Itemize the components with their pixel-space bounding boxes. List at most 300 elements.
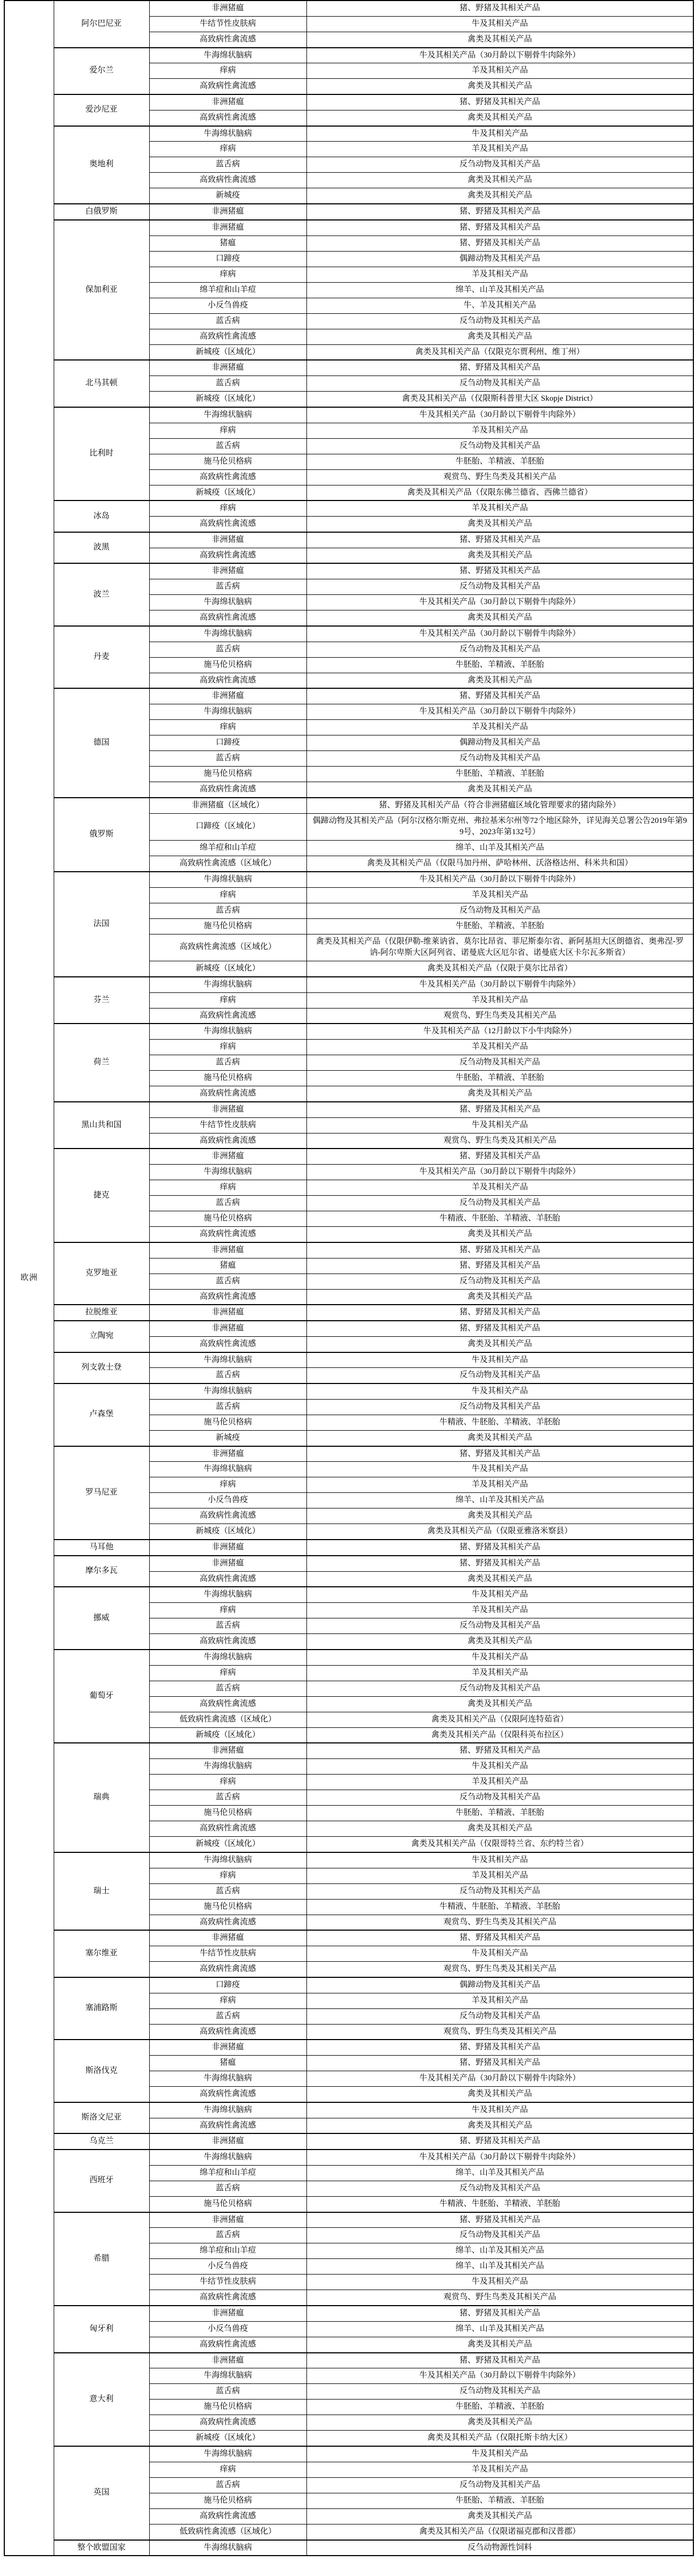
product-cell: 牛及其相关产品 [306,1462,693,1477]
disease-cell: 高致病性禽流感 [149,1634,306,1650]
disease-cell: 高致病性禽流感 [149,1133,306,1149]
country-cell: 罗马尼亚 [54,1446,149,1540]
product-cell: 禽类及其相关产品 [306,188,693,204]
table-row [4,1930,693,1946]
product-cell: 牛精液、牛胚胎、羊精液、羊胚胎 [306,1211,693,1227]
disease-cell: 高致病性禽流感 [149,79,306,94]
product-cell: 猪、野猪及其相关产品 [306,1102,693,1117]
product-cell: 羊及其相关产品 [306,63,693,79]
disease-cell: 非洲猪瘟 [149,1149,306,1164]
disease-cell: 牛海绵状脑病 [149,1024,306,1039]
product-cell: 绵羊、山羊及其相关产品 [306,2243,693,2259]
table-row [4,532,693,548]
disease-cell: 非洲猪瘟 [149,220,306,235]
product-cell: 观赏鸟、野生鸟类及其相关产品 [306,1915,693,1930]
disease-cell: 非洲猪瘟 [149,688,306,704]
product-cell: 牛胚胎、羊精液、羊胚胎 [306,657,693,673]
disease-cell: 牛海绵状脑病 [149,1165,306,1180]
disease-cell: 蓝舌病 [149,1618,306,1634]
product-cell: 禽类及其相关产品 [306,610,693,626]
product-cell: 羊及其相关产品 [306,992,693,1008]
table-row [4,2540,693,2556]
disease-cell: 低致病性禽流感（区域化） [149,1712,306,1727]
table-row [4,360,693,376]
product-cell: 猪、野猪及其相关产品 [306,1540,693,1556]
disease-cell: 非洲猪瘟 [149,1242,306,1258]
product-cell: 禽类及其相关产品 [306,32,693,47]
disease-cell: 牛结节性皮肤病 [149,1117,306,1133]
table-row [4,1540,693,1556]
disease-cell: 口蹄疫 [149,251,306,267]
disease-cell: 高致病性禽流感 [149,1696,306,1712]
disease-cell: 牛海绵状脑病 [149,2368,306,2384]
disease-cell: 蓝舌病 [149,2181,306,2196]
product-cell: 反刍动物及其相关产品 [306,642,693,657]
country-cell: 葡萄牙 [54,1650,149,1743]
disease-cell: 牛海绵状脑病 [149,704,306,720]
disease-cell: 高致病性禽流感 [149,2118,306,2133]
product-cell: 禽类及其相关产品 [306,1336,693,1352]
product-cell: 反刍动物及其相关产品 [306,2181,693,2196]
disease-cell: 蓝舌病 [149,579,306,595]
product-cell: 观赏鸟、野生鸟类及其相关产品 [306,1133,693,1149]
table-row [4,977,693,992]
product-cell: 猪、野猪及其相关产品 [306,2306,693,2321]
disease-cell: 牛海绵状脑病 [149,977,306,992]
disease-cell: 高致病性禽流感 [149,1227,306,1242]
disease-cell: 施马伦贝格病 [149,2493,306,2508]
disease-cell: 高致病性禽流感 [149,1962,306,1977]
table-row [4,126,693,142]
disease-cell: 牛海绵状脑病 [149,626,306,642]
disease-cell: 非洲猪瘟 [149,1321,306,1336]
product-cell: 牛及其相关产品（30月龄以下剔骨牛肉除外） [306,977,693,992]
disease-cell: 新城疫（区域化） [149,961,306,977]
table-row [4,1242,693,1258]
disease-cell: 非洲猪瘟 [149,1102,306,1117]
product-cell: 猪、野猪及其相关产品 [306,563,693,579]
product-cell: 牛及其相关产品 [306,16,693,32]
disease-cell: 痒病 [149,1180,306,1196]
table-row [4,1024,693,1039]
disease-cell: 牛海绵状脑病 [149,1587,306,1602]
disease-cell: 非洲猪瘟 [149,204,306,220]
product-cell: 牛及其相关产品（30月龄以下剔骨牛肉除外） [306,407,693,423]
product-cell: 禽类及其相关产品 [306,173,693,188]
disease-cell: 蓝舌病 [149,2228,306,2243]
disease-cell: 施马伦贝格病 [149,2196,306,2212]
disease-cell: 小反刍兽疫 [149,1493,306,1508]
disease-cell: 痒病 [149,992,306,1008]
product-cell: 猪、野猪及其相关产品 [306,1149,693,1164]
product-cell: 禽类及其相关产品（仅限东佛兰德省、西佛兰德省） [306,485,693,501]
table-row [4,501,693,516]
product-cell: 绵羊、山羊及其相关产品 [306,2165,693,2181]
table-row [4,1321,693,1336]
product-cell: 牛及其相关产品 [306,2275,693,2290]
product-cell: 禽类及其相关产品 [306,1227,693,1242]
product-cell: 牛胚胎、羊精液、羊胚胎 [306,767,693,782]
product-cell: 禽类及其相关产品 [306,1634,693,1650]
table-row [4,2102,693,2118]
disease-cell: 高致病性禽流感 [149,610,306,626]
table-row [4,1149,693,1164]
country-cell: 希腊 [54,2212,149,2306]
table-row [4,1446,693,1462]
country-cell: 斯洛伐克 [54,2040,149,2102]
product-cell: 禽类及其相关产品 [306,2118,693,2133]
product-cell: 禽类及其相关产品 [306,1430,693,1446]
disease-cell: 蓝舌病 [149,642,306,657]
disease-cell: 痒病 [149,423,306,438]
product-cell: 禽类及其相关产品 [306,1508,693,1524]
region-cell: 欧洲 [4,1,54,2556]
disease-cell: 蓝舌病 [149,903,306,918]
country-cell: 爱沙尼亚 [54,94,149,126]
disease-cell: 施马伦贝格病 [149,1899,306,1915]
product-cell: 牛及其相关产品（12月龄以下小牛肉除外） [306,1024,693,1039]
product-cell: 猪、野猪及其相关产品 [306,1258,693,1274]
product-cell: 禽类及其相关产品（仅限伊勒-维莱讷省、莫尔比昂省、菲尼斯泰尔省、新阿基坦大区朗德省、奥弗涅-罗讷-阿尔卑斯大区阿列省、诺曼底大区厄尔省、诺曼底大区卡尔瓦多斯省） [306,934,693,961]
disease-cell: 痒病 [149,1477,306,1493]
disease-cell: 非洲猪瘟 [149,360,306,376]
disease-cell: 牛海绵状脑病 [149,595,306,610]
disease-cell: 口蹄疫 [149,1977,306,1993]
product-cell: 禽类及其相关产品（仅限阿连特茹省） [306,1712,693,1727]
disease-cell: 高致病性禽流感 [149,2337,306,2352]
product-cell: 羊及其相关产品 [306,1180,693,1196]
disease-cell: 小反刍兽疫 [149,298,306,313]
product-cell: 偶蹄动物及其相关产品 [306,1977,693,1993]
product-cell: 牛及其相关产品（30月龄以下剔骨牛肉除外） [306,595,693,610]
disease-cell: 痒病 [149,1868,306,1883]
country-cell: 俄罗斯 [54,798,149,872]
country-cell: 波黑 [54,532,149,564]
product-cell: 猪、野猪及其相关产品 [306,360,693,376]
disease-cell: 施马伦贝格病 [149,1211,306,1227]
product-cell: 牛及其相关产品（30月龄以下剔骨牛肉除外） [306,872,693,887]
country-cell: 列支敦士登 [54,1352,149,1384]
product-cell: 反刍动物及其相关产品 [306,579,693,595]
country-cell: 芬兰 [54,977,149,1024]
disease-cell: 蓝舌病 [149,1790,306,1806]
product-cell: 羊及其相关产品 [306,267,693,282]
disease-cell: 痒病 [149,63,306,79]
disease-cell: 痒病 [149,1665,306,1681]
disease-cell: 蓝舌病 [149,438,306,454]
country-cell: 奥地利 [54,126,149,204]
product-cell: 羊及其相关产品 [306,1603,693,1618]
product-cell: 反刍动物及其相关产品 [306,1196,693,1211]
product-cell: 绵羊、山羊及其相关产品 [306,2321,693,2337]
disease-cell: 牛海绵状脑病 [149,48,306,63]
product-cell: 羊及其相关产品 [306,501,693,516]
disease-cell: 高致病性禽流感（区域化） [149,934,306,961]
disease-cell: 蓝舌病 [149,2008,306,2024]
product-cell: 禽类及其相关产品 [306,782,693,798]
table-body [4,1,693,2556]
product-cell: 牛、羊及其相关产品 [306,298,693,313]
disease-cell: 小反刍兽疫 [149,2259,306,2275]
table-row [4,872,693,887]
disease-cell: 施马伦贝格病 [149,1806,306,1821]
product-cell: 禽类及其相关产品 [306,2415,693,2431]
country-cell: 法国 [54,872,149,977]
product-cell: 羊及其相关产品 [306,1868,693,1883]
table-row [4,1352,693,1368]
product-cell: 反刍动物及其相关产品 [306,313,693,329]
disease-cell: 痒病 [149,1775,306,1790]
product-cell: 猪、野猪及其相关产品 [306,94,693,110]
product-cell: 禽类及其相关产品（仅限哥特兰省、东约特兰省） [306,1837,693,1852]
country-cell: 乌克兰 [54,2133,149,2150]
country-cell: 西班牙 [54,2150,149,2212]
product-cell: 禽类及其相关产品 [306,110,693,126]
product-cell: 羊及其相关产品 [306,1040,693,1055]
product-cell: 禽类及其相关产品 [306,329,693,344]
disease-cell: 蓝舌病 [149,313,306,329]
product-cell: 羊及其相关产品 [306,1993,693,2008]
product-cell: 绵羊、山羊及其相关产品 [306,2259,693,2275]
disease-cell: 非洲猪瘟（区域化） [149,798,306,813]
table-row [4,2040,693,2055]
country-cell: 丹麦 [54,626,149,689]
product-cell: 禽类及其相关产品（仅限诺福克郡和汉普郡） [306,2524,693,2540]
disease-cell: 非洲猪瘟 [149,1,306,16]
disease-cell: 牛海绵状脑病 [149,2540,306,2556]
disease-cell: 低致病性禽流感（区域化） [149,2524,306,2540]
disease-cell: 高致病性禽流感 [149,1336,306,1352]
disease-cell: 口蹄疫 [149,735,306,751]
product-cell: 猪、野猪及其相关产品 [306,1321,693,1336]
disease-cell: 绵羊痘和山羊痘 [149,2243,306,2259]
disease-cell: 高致病性禽流感 [149,673,306,688]
disease-cell: 施马伦贝格病 [149,657,306,673]
product-cell: 禽类及其相关产品（仅限托斯卡纳大区） [306,2431,693,2446]
product-cell: 牛及其相关产品 [306,1587,693,1602]
table-row [4,48,693,63]
country-cell: 斯洛文尼亚 [54,2102,149,2134]
disease-cell: 新城疫（区域化） [149,344,306,360]
disease-cell: 非洲猪瘟 [149,94,306,110]
product-cell: 反刍动物及其相关产品 [306,903,693,918]
product-cell: 禽类及其相关产品 [306,1821,693,1837]
product-cell: 牛精液、牛胚胎、羊精液、羊胚胎 [306,2196,693,2212]
disease-cell: 蓝舌病 [149,2384,306,2400]
country-cell: 塞浦路斯 [54,1977,149,2040]
disease-cell: 绵羊痘和山羊痘 [149,282,306,298]
product-cell: 牛及其相关产品（30月龄以下剔骨牛肉除外） [306,1165,693,1180]
country-cell: 整个欧盟国家 [54,2540,149,2556]
disease-cell: 新城疫（区域化） [149,392,306,407]
disease-cell: 痒病 [149,2462,306,2477]
disease-cell: 新城疫 [149,1430,306,1446]
disease-cell: 新城疫 [149,188,306,204]
product-cell: 绵羊、山羊及其相关产品 [306,1493,693,1508]
table-row [4,1650,693,1665]
country-cell: 荷兰 [54,1024,149,1102]
product-cell: 反刍动物及其相关产品 [306,1883,693,1899]
product-cell: 偶蹄动物及其相关产品 [306,251,693,267]
product-cell: 羊及其相关产品 [306,887,693,903]
table-row [4,1743,693,1758]
country-cell: 阿尔巴尼亚 [54,1,149,48]
disease-cell: 蓝舌病 [149,1399,306,1415]
disease-cell: 施马伦贝格病 [149,767,306,782]
disease-cell: 施马伦贝格病 [149,1071,306,1086]
disease-cell: 痒病 [149,887,306,903]
product-cell: 牛及其相关产品 [306,2102,693,2118]
disease-cell: 牛海绵状脑病 [149,1852,306,1868]
country-cell: 英国 [54,2446,149,2540]
disease-cell: 非洲猪瘟 [149,2133,306,2150]
table-row [4,1305,693,1321]
disease-cell: 牛海绵状脑病 [149,2446,306,2462]
product-cell: 牛及其相关产品（30月龄以下剔骨牛肉除外） [306,2071,693,2087]
disease-cell: 牛海绵状脑病 [149,1759,306,1775]
disease-cell: 高致病性禽流感 [149,1086,306,1102]
disease-cell: 绵羊痘和山羊痘 [149,2165,306,2181]
disease-cell: 牛海绵状脑病 [149,1383,306,1399]
disease-cell: 牛海绵状脑病 [149,2102,306,2118]
product-cell: 羊及其相关产品 [306,423,693,438]
table-row [4,2212,693,2228]
country-cell: 爱尔兰 [54,48,149,95]
table-row [4,563,693,579]
disease-cell: 新城疫（区域化） [149,1837,306,1852]
product-cell: 牛及其相关产品 [306,1383,693,1399]
disease-cell: 新城疫（区域化） [149,485,306,501]
table-row [4,407,693,423]
disease-cell: 牛海绵状脑病 [149,126,306,142]
product-cell: 羊及其相关产品 [306,1477,693,1493]
country-cell: 卢森堡 [54,1383,149,1446]
product-cell: 猪、野猪及其相关产品 [306,688,693,704]
product-cell: 牛及其相关产品（30月龄以下剔骨牛肉除外） [306,704,693,720]
disease-cell: 非洲猪瘟 [149,1556,306,1571]
product-cell: 猪、野猪及其相关产品 [306,2056,693,2071]
product-cell: 禽类及其相关产品（仅限斯科普里大区 Skopje District） [306,392,693,407]
disease-cell: 非洲猪瘟 [149,2040,306,2055]
table-row [4,94,693,110]
product-cell: 牛及其相关产品 [306,2446,693,2462]
table-row [4,798,693,813]
disease-cell: 小反刍兽疫 [149,2321,306,2337]
disease-cell: 牛海绵状脑病 [149,872,306,887]
product-cell: 猪、野猪及其相关产品 [306,532,693,548]
product-cell: 羊及其相关产品 [306,1775,693,1790]
table-row [4,626,693,642]
country-cell: 北马其顿 [54,360,149,407]
product-cell: 观赏鸟、野生鸟类及其相关产品 [306,469,693,485]
quarantine-ban-table [4,0,694,2556]
disease-cell: 痒病 [149,1993,306,2008]
country-cell: 黑山共和国 [54,1102,149,1149]
product-cell: 猪、野猪及其相关产品 [306,1556,693,1571]
table-row [4,1587,693,1602]
product-cell: 反刍动物及其相关产品 [306,751,693,767]
disease-cell: 牛结节性皮肤病 [149,1946,306,1962]
table-row [4,1852,693,1868]
disease-cell: 非洲猪瘟 [149,2212,306,2228]
product-cell: 禽类及其相关产品 [306,1289,693,1305]
product-cell: 反刍动物及其相关产品 [306,2228,693,2243]
product-cell: 猪、野猪及其相关产品（符合非洲猪瘟区域化管理要求的猪肉除外） [306,798,693,813]
product-cell: 观赏鸟、野生鸟类及其相关产品 [306,2024,693,2040]
product-cell: 反刍动物及其相关产品 [306,2008,693,2024]
table-row [4,1102,693,1117]
disease-cell: 高致病性禽流感 [149,2290,306,2306]
table-row [4,2353,693,2368]
product-cell: 绵羊、山羊及其相关产品 [306,282,693,298]
product-cell: 禽类及其相关产品 [306,1086,693,1102]
product-cell: 反刍动物及其相关产品 [306,1681,693,1696]
product-cell: 偶蹄动物及其相关产品（阿尔汉格尔斯克州、弗拉基米尔州等72个地区除外，详见海关总署公告2019年第99号、2023年第132号） [306,813,693,841]
product-cell: 羊及其相关产品 [306,720,693,735]
disease-cell: 蓝舌病 [149,1883,306,1899]
disease-cell: 痒病 [149,720,306,735]
disease-cell: 非洲猪瘟 [149,1446,306,1462]
product-cell: 牛及其相关产品 [306,1852,693,1868]
product-cell: 观赏鸟、野生鸟类及其相关产品 [306,1008,693,1024]
disease-cell: 高致病性禽流感 [149,1008,306,1024]
product-cell: 牛胚胎、羊精液、羊胚胎 [306,2400,693,2415]
product-cell: 猪、野猪及其相关产品 [306,1743,693,1758]
product-cell: 猪、野猪及其相关产品 [306,1,693,16]
disease-cell: 高致病性禽流感 [149,173,306,188]
country-cell: 波兰 [54,563,149,626]
country-cell: 马耳他 [54,1540,149,1556]
country-cell: 意大利 [54,2353,149,2447]
product-cell: 禽类及其相关产品（仅限于莫尔比昂省） [306,961,693,977]
table-row [4,1,693,16]
product-cell: 牛胚胎、羊精液、羊胚胎 [306,1071,693,1086]
disease-cell: 施马伦贝格病 [149,2400,306,2415]
disease-cell: 痒病 [149,1040,306,1055]
disease-cell: 牛结节性皮肤病 [149,16,306,32]
product-cell: 猪、野猪及其相关产品 [306,235,693,251]
product-cell: 猪、野猪及其相关产品 [306,204,693,220]
product-cell: 牛及其相关产品（30月龄以下剔骨牛肉除外） [306,2368,693,2384]
disease-cell: 牛海绵状脑病 [149,2071,306,2087]
country-cell: 塞尔维亚 [54,1930,149,1977]
product-cell: 牛及其相关产品（30月龄以下剔骨牛肉除外） [306,2150,693,2165]
product-cell: 禽类及其相关产品 [306,548,693,563]
product-cell: 牛及其相关产品 [306,1650,693,1665]
table-row [4,1383,693,1399]
product-cell: 反刍动物及其相关产品 [306,1274,693,1289]
product-cell: 偶蹄动物及其相关产品 [306,735,693,751]
disease-cell: 新城疫（区域化） [149,1727,306,1743]
disease-cell: 高致病性禽流感 [149,2087,306,2102]
disease-cell: 牛海绵状脑病 [149,1650,306,1665]
disease-cell: 非洲猪瘟 [149,563,306,579]
table-row [4,220,693,235]
product-cell: 羊及其相关产品 [306,1665,693,1681]
product-cell: 牛胚胎、羊精液、羊胚胎 [306,918,693,934]
disease-cell: 痒病 [149,267,306,282]
disease-cell: 高致病性禽流感 [149,110,306,126]
product-cell: 反刍动物及其相关产品 [306,2477,693,2493]
product-cell: 羊及其相关产品 [306,142,693,157]
product-cell: 反刍动物及其相关产品 [306,376,693,392]
disease-cell: 牛海绵状脑病 [149,2150,306,2165]
disease-cell: 牛结节性皮肤病 [149,2275,306,2290]
disease-cell: 蓝舌病 [149,1196,306,1211]
product-cell: 牛及其相关产品 [306,1117,693,1133]
product-cell: 牛精液、牛胚胎、羊精液、羊胚胎 [306,1415,693,1430]
product-cell: 猪、野猪及其相关产品 [306,1930,693,1946]
